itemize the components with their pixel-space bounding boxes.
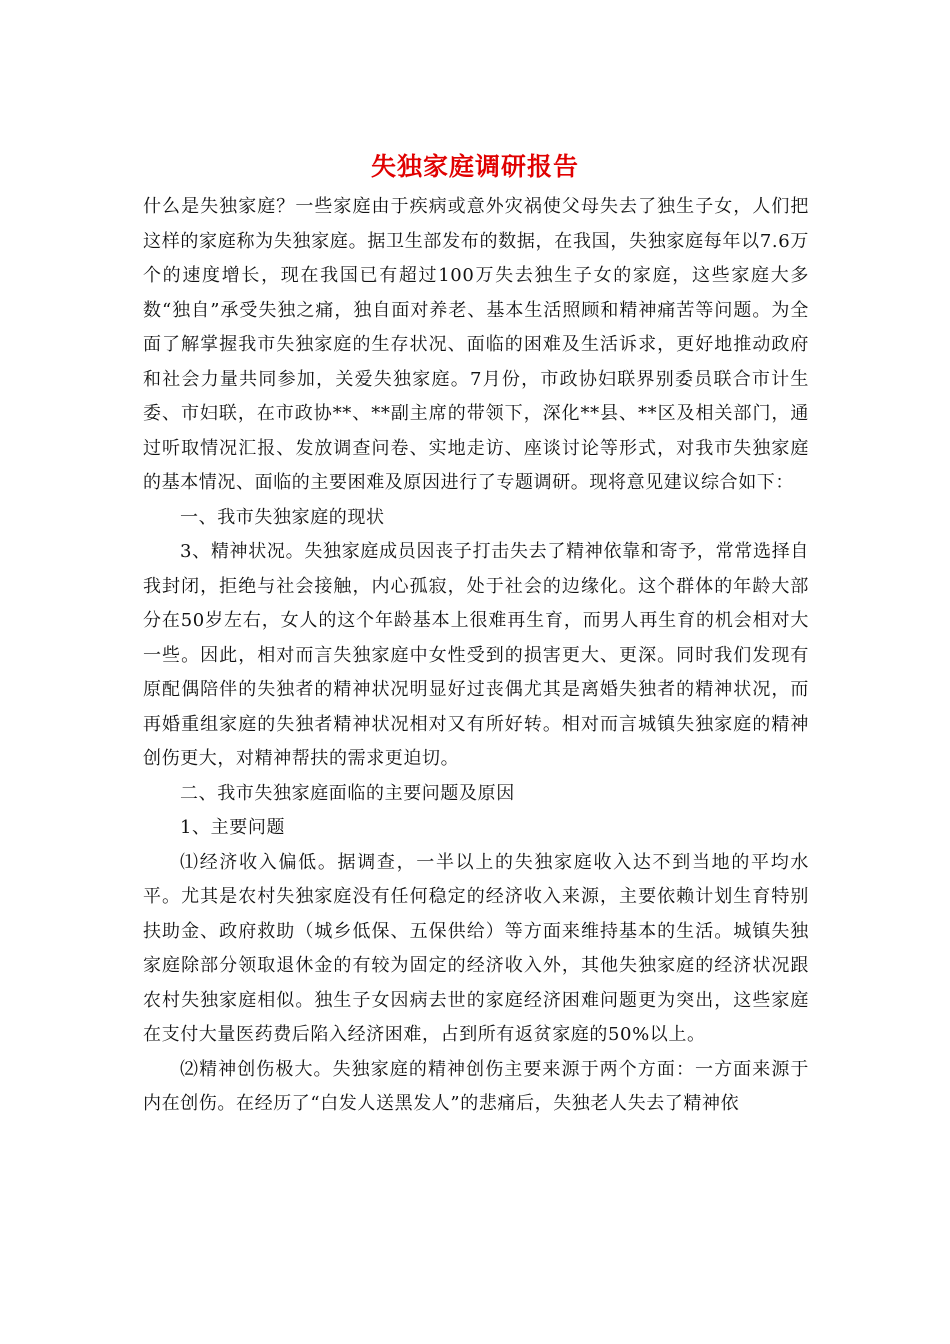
paragraph-mental-status: 3、精神状况。失独家庭成员因丧子打击失去了精神依靠和寄予，常常选择自我封闭，拒绝与社会接触，内心孤寂，处于社会的边缘化。这个群体的年龄大部分在50岁左右，女人的这个年龄基本上很难再生育，而男人再生育的机会相对大一些。因此，相对而言失独家庭中女性受到的损害更大、更深。同时我们发现有原配偶陪伴的失独者的精神状况明显好过丧偶尤其是离婚失独者的精神状况，而再婚重组家庭的失独者精神状况相对又有所好转。相对而言城镇失独家庭的精神创伤更大，对精神帮扶的需求更迫切。 bbox=[143, 541, 809, 769]
section-heading-current-status: 一、我市失独家庭的现状 bbox=[180, 506, 385, 528]
subsection-heading-main-problems: 1、主要问题 bbox=[180, 817, 286, 838]
document-title: 失独家庭调研报告 bbox=[370, 152, 579, 181]
paragraph-economic-income: ⑴经济收入偏低。据调查，一半以上的失独家庭收入达不到当地的平均水平。尤其是农村失独家庭没有任何稳定的经济收入来源，主要依赖计划生育特别扶助金、政府救助（城乡低保、五保供给）等方面来维持基本的生活。城镇失独家庭除部分领取退休金的有较为固定的经济收入外，其他失独家庭的经济状况跟农村失独家庭相似。独生子女因病去世的家庭经济困难问题更为突出，这些家庭在支付大量医药费后陷入经济困难，占到所有返贫家庭的50%以上。 bbox=[143, 851, 809, 1045]
document-body bbox=[143, 190, 809, 1122]
paragraph-intro: 什么是失独家庭？一些家庭由于疾病或意外灾祸使父母失去了独生子女，人们把这样的家庭称为失独家庭。据卫生部发布的数据，在我国，失独家庭每年以7.6万个的速度增长，现在我国已有超过100万失去独生子女的家庭，这些家庭大多数“独自”承受失独之痛，独自面对养老、基本生活照顾和精神痛苦等问题。为全面了解掌握我市失独家庭的生存状况、面临的困难及生活诉求，更好地推动政府和社会力量共同参加，关爱失独家庭。7月份，市政协妇联界别委员联合市计生委、市妇联，在市政协**、**副主席的带领下，深化**县、**区及相关部门，通过听取情况汇报、发放调查问卷、实地走访、座谈讨论等形式，对我市失独家庭的基本情况、面临的主要困难及原因进行了专题调研。现将意见建议综合如下： bbox=[143, 196, 809, 493]
section-heading-main-problems: 二、我市失独家庭面临的主要问题及原因 bbox=[180, 782, 515, 804]
paragraph-mental-trauma: ⑵精神创伤极大。失独家庭的精神创伤主要来源于两个方面：一方面来源于内在创伤。在经历了“白发人送黑发人”的悲痛后，失独老人失去了精神依 bbox=[143, 1058, 809, 1114]
